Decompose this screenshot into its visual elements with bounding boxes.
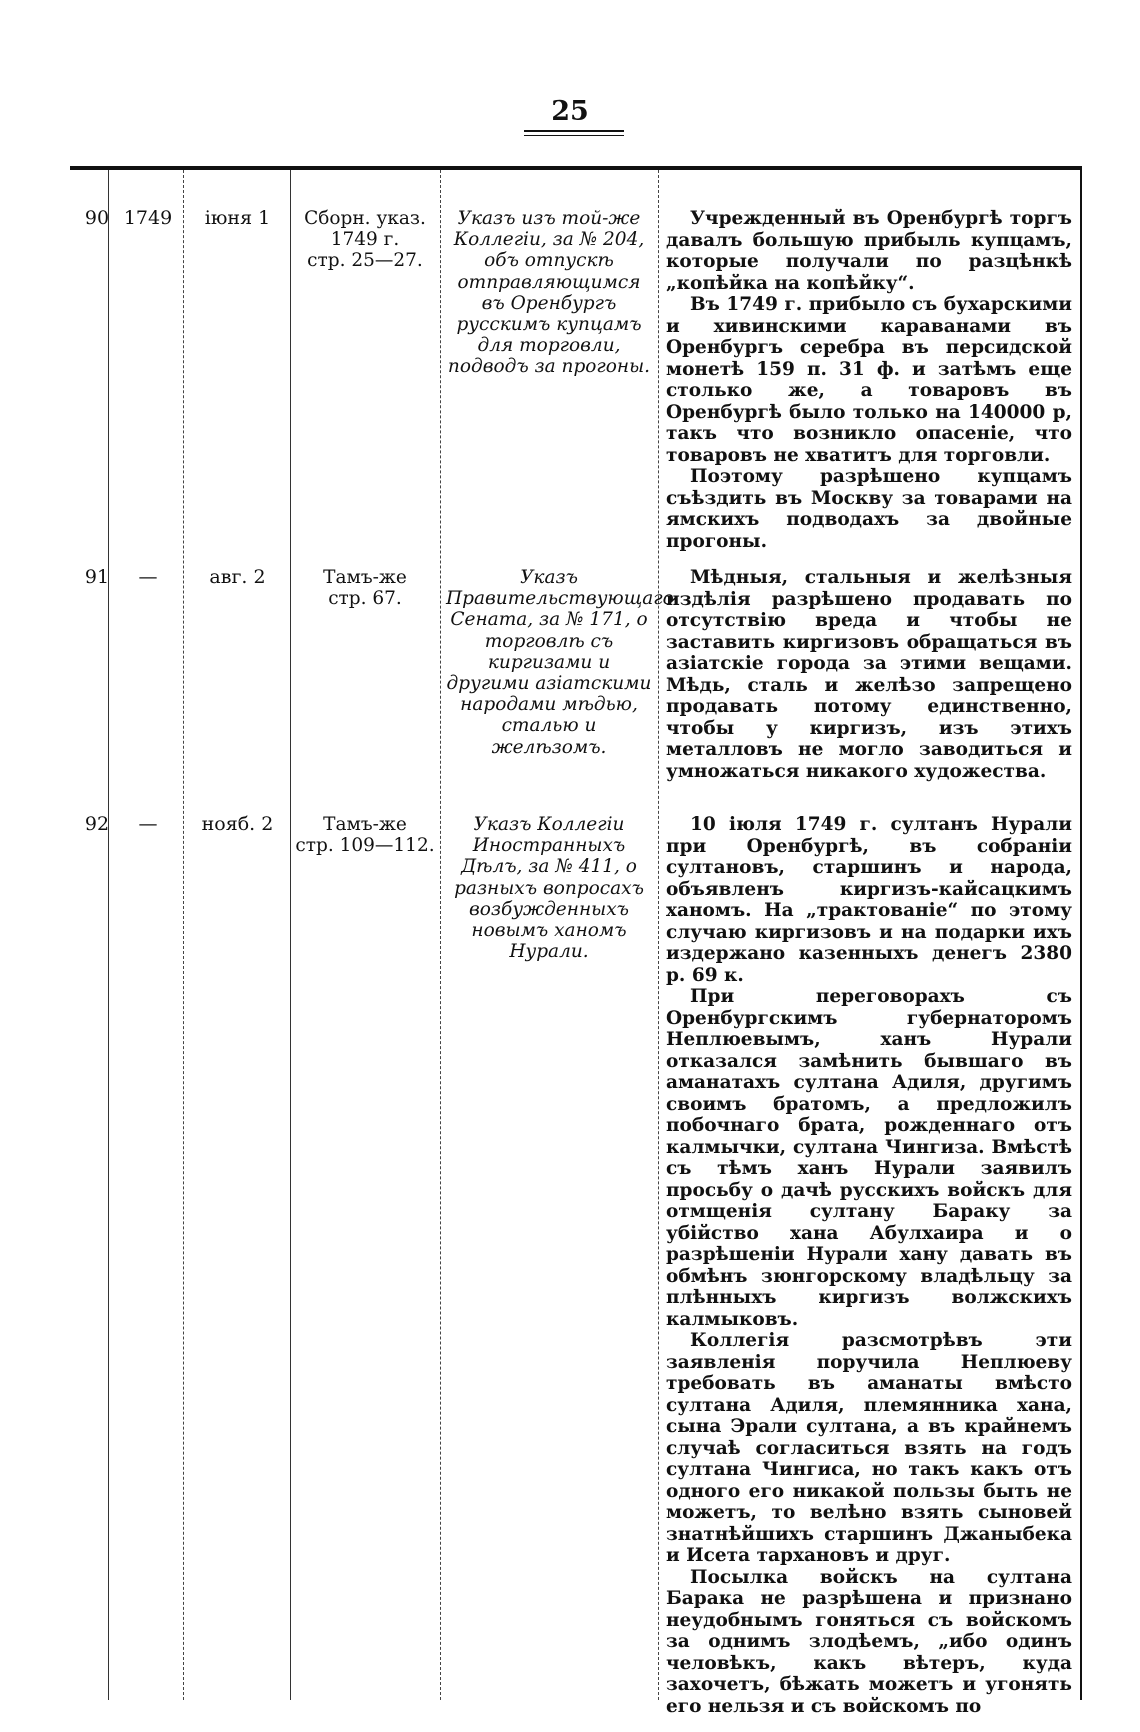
entry-title: Указъ Коллегіи Иностранныхъ Дѣлъ, за № 411, о разныхъ вопросахъ возбужденныхъ новымъ ханомъ Нурали. [454, 814, 644, 963]
entry-date: нояб. 2 [201, 813, 274, 835]
entry-text [666, 814, 1072, 1717]
table-top-rule [70, 166, 1082, 170]
page-number: 25 [551, 96, 589, 127]
column-divider [108, 170, 109, 1700]
entry-title: Указъ Правительствующаго Сената, за № 171, о торговлѣ съ киргизами и другими азіатскими народами мѣдью, сталью и желѣзомъ. [446, 567, 674, 758]
entry-year: — [138, 813, 158, 835]
paragraph: При переговорахъ съ Оренбургскимъ губернаторомъ Неплюевымъ, ханъ Нурали отказался замѣнить бывшаго въ аманатахъ султана Адиля, другимъ своимъ братомъ, а предложилъ побочнаго брата, рожденнаго отъ калмычки, султана Чингиза. Вмѣстѣ съ тѣмъ ханъ Нурали заявилъ просьбу о дачѣ русскихъ войскъ для отмщенія султану Бараку за убійство хана Абулхаира и о разрѣшеніи Нурали хану давать въ обмѣнъ зюнгорскому владѣльцу за плѣнныхъ киргизъ волжскихъ калмыковъ. [666, 986, 1072, 1330]
entry-number: 90 [84, 207, 110, 229]
entry-number: 92 [84, 813, 110, 835]
entry-source: Тамъ-же стр. 109—112. [295, 814, 435, 857]
entry-date: авг. 2 [209, 566, 266, 588]
paragraph: Мѣдныя, стальныя и желѣзныя издѣлія разрѣшено продавать по отсутствію вреда и чтобы не заставить киргизовъ обращаться въ азіатскіе города за этими вещами. Мѣдь, сталь и желѣзо запрещено продавать потому единственно, чтобы у киргизъ, изъ этихъ металловъ не могло заводиться и умножаться никакого художества. [666, 567, 1072, 782]
page-number-underline [524, 130, 624, 132]
paragraph: Коллегія разсмотрѣвъ эти заявленія поручила Неплюеву требовать въ аманаты вмѣсто султана Адиля, племянника хана, сына Эрали султана, а въ крайнемъ случаѣ согласиться взять на годъ султана Чингиса, но такъ какъ отъ одного его никакой пользы быть не можетъ, то велѣно взять сыновей знатнѣйшихъ старшинъ Джаныбека и Исета тархановъ и друг. [666, 1330, 1072, 1566]
entry-number: 91 [84, 566, 110, 588]
column-divider [290, 170, 291, 1700]
paragraph: Посылка войскъ на султана Барака не разрѣшена и признано неудобнымъ гоняться съ войскомъ за однимъ злодѣемъ, „ибо одинъ человѣкъ, какъ вѣтеръ, куда захочетъ, бѣжать можетъ и угонять его нельзя и съ войскомъ по [666, 1566, 1072, 1717]
entry-date: іюня 1 [204, 207, 271, 229]
table-right-border [1080, 170, 1082, 1700]
paragraph: Поэтому разрѣшено купцамъ съѣздить въ Москву за товарами на ямскихъ подводахъ за двойные прогоны. [666, 466, 1072, 552]
entry-year: — [138, 566, 158, 588]
page-number-underline-thin [524, 135, 624, 136]
paragraph: Учрежденный въ Оренбургѣ торгъ давалъ большую прибыль купцамъ, которые получали по разцѣнкѣ „копѣйка на копѣйку“. [666, 208, 1072, 294]
column-divider [440, 170, 441, 1700]
entry-year: 1749 [123, 207, 173, 229]
entry-source: Тамъ-же стр. 67. [323, 567, 407, 610]
entry-text [666, 567, 1072, 782]
paragraph: Въ 1749 г. прибыло съ бухарскими и хивинскими караванами въ Оренбургъ серебра въ персидской монетѣ 159 п. 31 ф. и затѣмъ еще столько же, а товаровъ въ Оренбургѣ было только на 140000 р, такъ что возникло опасеніе, что товаровъ не хватитъ для торговли. [666, 294, 1072, 466]
entry-title: Указъ изъ той-же Коллегіи, за № 204, объ отпускѣ отправляющимся въ Оренбургъ русскимъ купцамъ для торговли, подводъ за прогоны. [447, 208, 651, 378]
entry-source: Сборн. указ. 1749 г. стр. 25—27. [304, 208, 426, 272]
paragraph: 10 іюля 1749 г. султанъ Нурали при Оренбургѣ, въ собраніи султановъ, старшинъ и народа, объявленъ киргизъ-кайсацкимъ ханомъ. На „трактованіе“ по этому случаю киргизовъ и на подарки ихъ издержано казенныхъ денегъ 2380 р. 69 к. [666, 814, 1072, 986]
entry-text [666, 208, 1072, 552]
column-divider [658, 170, 659, 1700]
column-divider [183, 170, 184, 1700]
